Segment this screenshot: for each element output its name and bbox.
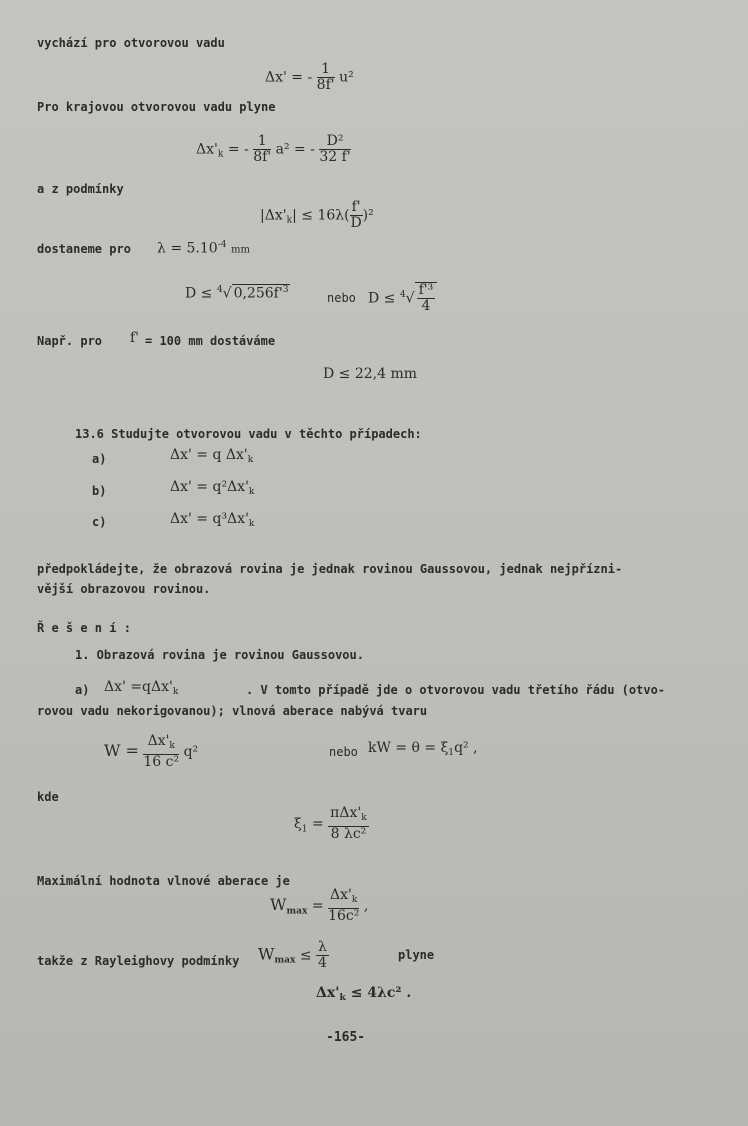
case-a-equation: Δx' = q $\Delta x'_k$ — [170, 447, 254, 466]
equation-rayleigh: $W_{max}$ ≤ $\frac{\lambda}{4}$ — [258, 939, 327, 971]
text-nebo: nebo — [329, 745, 358, 759]
case-label-b: b) — [92, 484, 107, 498]
problem-heading: 13.6 Studujte otvorovou vadu v těchto případech: — [75, 427, 422, 441]
case-b-equation: $\Delta x' = q^2\Delta x'_k$ — [170, 479, 255, 498]
equation-1: Δx' = - $\frac{1}{8f'}$ u² — [265, 61, 354, 93]
equation-6: D ≤ 22,4 mm — [323, 366, 418, 382]
text-line: vější obrazovou rovinou. — [37, 582, 211, 596]
text-line: a) — [75, 683, 90, 697]
equation-final: $\Delta x'_k \le 4\lambda c^2$ . — [316, 985, 412, 1004]
text-line: Pro krajovou otvorovou vadu plyne — [37, 100, 276, 114]
lambda-value: $\lambda = 5.10^{-4}$ mm — [157, 240, 250, 257]
page-number: -165- — [326, 1030, 366, 1045]
text-line: plyne — [398, 948, 435, 962]
solution-a-equation: $\Delta x' =q\Delta x'_k$ — [104, 679, 179, 698]
text-line: . V tomto případě jde o otvorovou vadu třetího řádu (otvo- — [246, 683, 666, 697]
f-prime: f' — [130, 330, 140, 346]
text-line: vychází pro otvorovou vadu — [37, 36, 225, 50]
equation-wmax: $W_{max}$ = $\frac{\Delta x'_k}{\text{16c²}}$ , — [270, 887, 369, 925]
text-line: a z podmínky — [37, 182, 124, 196]
text-line: = 100 mm dostáváme — [145, 334, 276, 348]
case-label-c: c) — [92, 515, 107, 529]
text-line: rovou vadu nekorigovanou); vlnová aberace nabývá tvaru — [37, 704, 428, 718]
equation-3: $|\Delta x'_k| \le 16\lambda$( $\frac{f'}{D}$ )² — [260, 199, 374, 231]
equation-W: W = $\frac{\Delta x'_k}{\text{16 c²}}$ q² — [104, 733, 199, 771]
text-line: Např. pro — [37, 334, 103, 348]
equation-5: D ≤ $^4$√ $\frac{\text{f'³}}{4}$ — [368, 282, 437, 314]
text-nebo: nebo — [327, 291, 356, 305]
equation-kW: kW = $\theta = \xi_1q^2$ , — [368, 740, 478, 759]
equation-4: D ≤ $^4$√ $0,256f'^3$ — [185, 285, 289, 302]
equation-xi: $\xi_1$ = $\frac{\pi\Delta x'_k}{\text{8 λc²}}$ — [294, 805, 367, 843]
text-line: předpokládejte, že obrazová rovina je jednak rovinou Gaussovou, jednak nejpřízni- — [37, 562, 623, 576]
text-line: kde — [37, 790, 59, 804]
text-line: 1. Obrazová rovina je rovinou Gaussovou. — [75, 648, 364, 662]
text-line: Maximální hodnota vlnové aberace je — [37, 874, 290, 888]
case-label-a: a) — [92, 452, 107, 466]
solution-heading: Ř e š e n í : — [37, 621, 131, 635]
case-c-equation: $\Delta x' = q^3\Delta x'_k$ — [170, 511, 255, 530]
text-line: dostaneme pro — [37, 242, 131, 256]
equation-2: $\Delta x'_k$ = - $\frac{1}{8f'}$ a² = - $\frac{\text{D²}}{32 f'}$ — [196, 133, 351, 165]
text-line: takže z Rayleighovy podmínky — [37, 954, 240, 968]
